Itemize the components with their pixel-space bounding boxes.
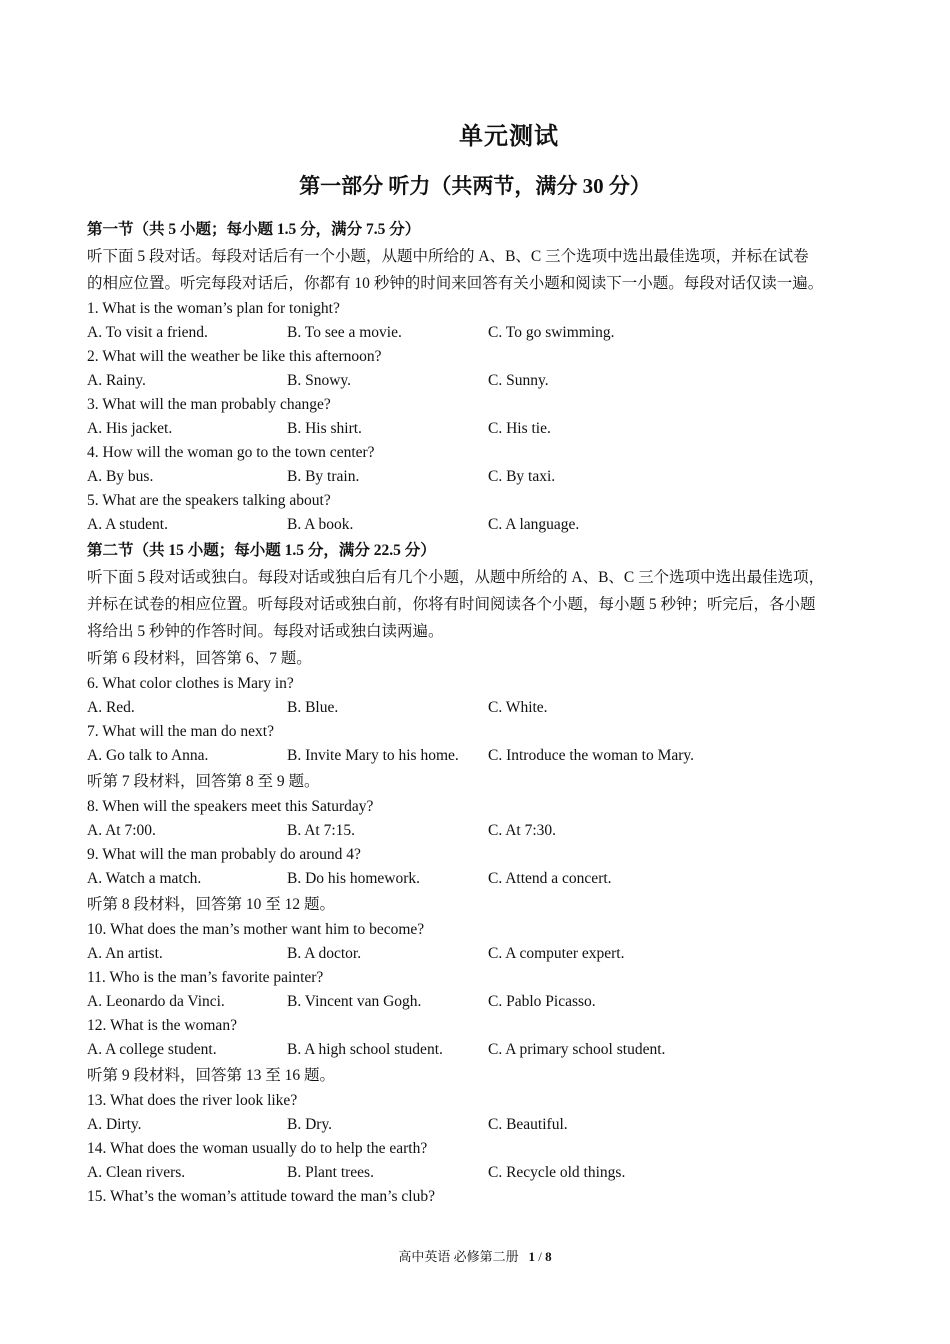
page-title: 单元测试 xyxy=(459,124,559,150)
question-10-options xyxy=(87,942,867,966)
option-b: B. Snowy. xyxy=(287,372,352,389)
question-7: 7. What will the man do next? xyxy=(87,723,274,740)
option-c: C. At 7:30. xyxy=(488,822,557,839)
option-c: C. A primary school student. xyxy=(488,1041,666,1058)
option-a: A. Clean rivers. xyxy=(87,1164,186,1181)
option-a: A. Go talk to Anna. xyxy=(87,747,209,764)
option-a: A. Leonardo da Vinci. xyxy=(87,993,225,1010)
footer-book-title: 高中英语 必修第二册 xyxy=(398,1249,519,1264)
option-c: C. A computer expert. xyxy=(488,945,625,962)
material-6-note: 听第 6 段材料，回答第 6、7 题。 xyxy=(87,650,312,667)
question-6-options xyxy=(87,696,867,720)
question-1-options xyxy=(87,321,867,345)
section2-instruction-line: 听下面 5 段对话或独白。每段对话或独白后有几个小题，从题中所给的 A、B、C 三个选项中选出最佳选项， xyxy=(87,569,825,586)
option-a: A. Rainy. xyxy=(87,372,146,389)
option-a: A. An artist. xyxy=(87,945,163,962)
footer-page-number: 1 xyxy=(528,1249,535,1264)
question-6: 6. What color clothes is Mary in? xyxy=(87,675,294,692)
option-b: B. By train. xyxy=(287,468,360,485)
exam-content xyxy=(87,216,867,1209)
question-4-options xyxy=(87,465,867,489)
option-a: A. Red. xyxy=(87,699,135,716)
option-c: C. Sunny. xyxy=(488,372,549,389)
question-2: 2. What will the weather be like this afternoon? xyxy=(87,348,382,365)
section1-instruction-line: 听下面 5 段对话。每段对话后有一个小题，从题中所给的 A、B、C 三个选项中选出最佳选项，并标在试卷 xyxy=(87,248,809,265)
option-c: C. Beautiful. xyxy=(488,1116,568,1133)
question-14: 14. What does the woman usually do to help the earth? xyxy=(87,1140,428,1157)
material-8-note: 听第 8 段材料，回答第 10 至 12 题。 xyxy=(87,896,336,913)
material-7-note: 听第 7 段材料，回答第 8 至 9 题。 xyxy=(87,773,320,790)
section1-heading: 第一节（共 5 小题；每小题 1.5 分，满分 7.5 分） xyxy=(87,221,421,238)
footer-page-total: 8 xyxy=(545,1249,552,1264)
option-c: C. By taxi. xyxy=(488,468,556,485)
option-a: A. A student. xyxy=(87,516,168,533)
option-b: B. Plant trees. xyxy=(287,1164,374,1181)
question-7-options xyxy=(87,744,867,768)
option-b: B. A book. xyxy=(287,516,354,533)
question-4: 4. How will the woman go to the town center? xyxy=(87,444,375,461)
question-9: 9. What will the man probably do around 4? xyxy=(87,846,361,863)
option-a: A. Watch a match. xyxy=(87,870,202,887)
question-15: 15. What’s the woman’s attitude toward the man’s club? xyxy=(87,1188,435,1205)
option-b: B. Dry. xyxy=(287,1116,333,1133)
option-c: C. A language. xyxy=(488,516,580,533)
option-a: A. At 7:00. xyxy=(87,822,156,839)
question-10: 10. What does the man’s mother want him to become? xyxy=(87,921,425,938)
part-title: 第一部分 听力（共两节，满分 30 分） xyxy=(299,174,651,198)
option-c: C. Recycle old things. xyxy=(488,1164,626,1181)
option-b: B. Vincent van Gogh. xyxy=(287,993,422,1010)
option-b: B. Invite Mary to his home. xyxy=(287,747,459,764)
question-3: 3. What will the man probably change? xyxy=(87,396,331,413)
option-c: C. Attend a concert. xyxy=(488,870,612,887)
option-a: A. A college student. xyxy=(87,1041,217,1058)
option-b: B. A high school student. xyxy=(287,1041,443,1058)
option-c: C. Introduce the woman to Mary. xyxy=(488,747,695,764)
question-13-options xyxy=(87,1113,867,1137)
option-b: B. To see a movie. xyxy=(287,324,402,341)
section1-instruction-line: 的相应位置。听完每段对话后，你都有 10 秒钟的时间来回答有关小题和阅读下一小题。每段对话仅读一遍。 xyxy=(87,275,824,292)
section2-heading: 第二节（共 15 小题；每小题 1.5 分，满分 22.5 分） xyxy=(87,542,436,559)
option-c: C. His tie. xyxy=(488,420,551,437)
option-b: B. A doctor. xyxy=(287,945,362,962)
question-14-options xyxy=(87,1161,867,1185)
option-c: C. To go swimming. xyxy=(488,324,615,341)
question-8: 8. When will the speakers meet this Saturday? xyxy=(87,798,374,815)
option-c: C. White. xyxy=(488,699,548,716)
section2-instruction-line: 并标在试卷的相应位置。听每段对话或独白前，你将有时间阅读各个小题，每小题 5 秒钟；听完后，各小题 xyxy=(87,596,816,613)
option-b: B. His shirt. xyxy=(287,420,362,437)
page-footer xyxy=(0,1246,950,1265)
question-2-options xyxy=(87,369,867,393)
question-13: 13. What does the river look like? xyxy=(87,1092,298,1109)
option-a: A. His jacket. xyxy=(87,420,173,437)
option-b: B. Do his homework. xyxy=(287,870,421,887)
question-9-options xyxy=(87,867,867,891)
question-11: 11. Who is the man’s favorite painter? xyxy=(87,969,324,986)
section2-instruction-line: 将给出 5 秒钟的作答时间。每段对话或独白读两遍。 xyxy=(87,623,444,640)
material-9-note: 听第 9 段材料，回答第 13 至 16 题。 xyxy=(87,1067,336,1084)
option-a: A. To visit a friend. xyxy=(87,324,208,341)
question-5-options xyxy=(87,513,867,537)
option-a: A. By bus. xyxy=(87,468,154,485)
option-b: B. Blue. xyxy=(287,699,339,716)
footer-page-separator: / xyxy=(534,1249,546,1264)
question-12-options xyxy=(87,1038,867,1062)
question-8-options xyxy=(87,819,867,843)
question-5: 5. What are the speakers talking about? xyxy=(87,492,331,509)
question-11-options xyxy=(87,990,867,1014)
option-b: B. At 7:15. xyxy=(287,822,356,839)
question-3-options xyxy=(87,417,867,441)
question-1: 1. What is the woman’s plan for tonight? xyxy=(87,300,340,317)
option-c: C. Pablo Picasso. xyxy=(488,993,596,1010)
question-12: 12. What is the woman? xyxy=(87,1017,237,1034)
option-a: A. Dirty. xyxy=(87,1116,142,1133)
